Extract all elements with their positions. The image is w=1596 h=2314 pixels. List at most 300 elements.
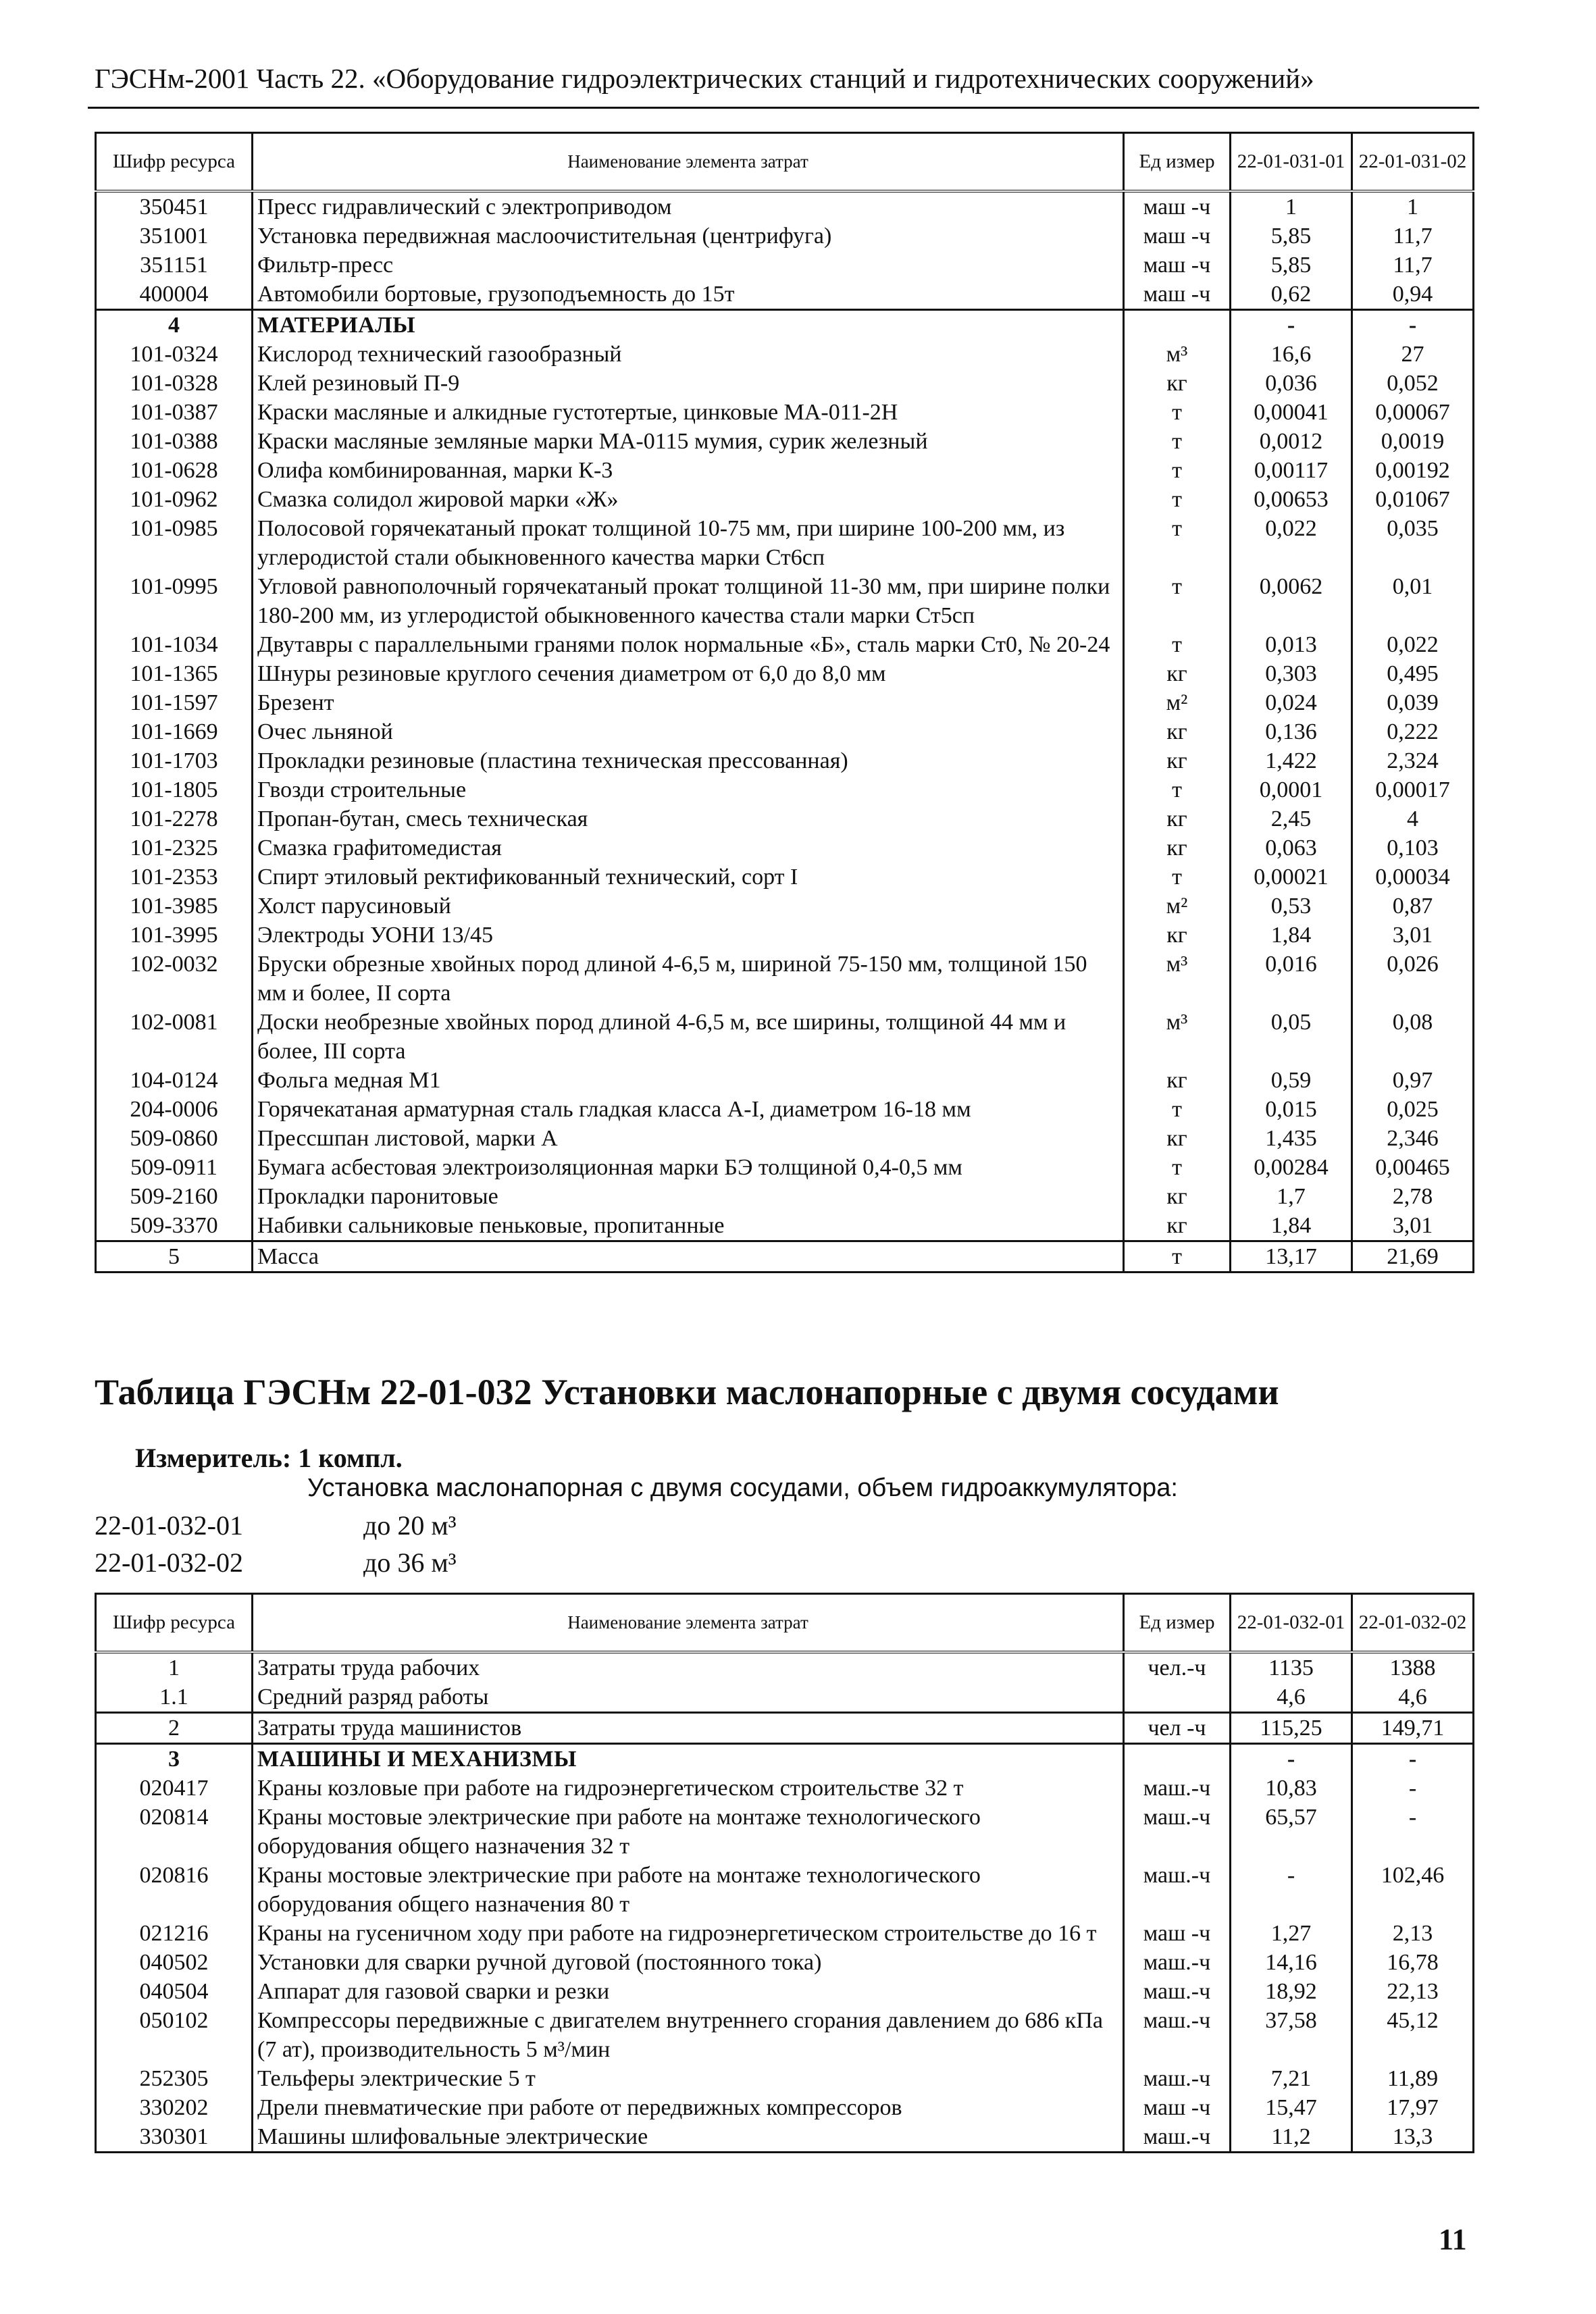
cell-value-1: 4,6 xyxy=(1231,1682,1352,1713)
cell-value-2: 1 xyxy=(1352,191,1474,222)
cell-code: 101-0962 xyxy=(96,485,253,514)
cell-value-1: 13,17 xyxy=(1231,1241,1352,1272)
cell-code: 102-0032 xyxy=(96,950,253,1008)
cell-code: 3 xyxy=(96,1743,253,1774)
measurer: Измеритель: 1 компл. xyxy=(135,1443,403,1473)
cell-value-1: 10,83 xyxy=(1231,1774,1352,1803)
cell-name: Бруски обрезные хвойных пород длиной 4-6,5 м, шириной 75-150 мм, толщиной 150 мм и более, II сорта xyxy=(253,950,1124,1008)
table-row xyxy=(96,775,1474,804)
cell-code: 101-3995 xyxy=(96,921,253,950)
table-row xyxy=(96,688,1474,717)
cell-value-2: 1388 xyxy=(1352,1652,1474,1682)
table-title: Таблица ГЭСНм 22-01-032 Установки маслонапорные с двумя сосудами xyxy=(95,1372,1279,1412)
cell-unit: маш.-ч xyxy=(1124,2006,1231,2064)
cell-value-2: 3,01 xyxy=(1352,921,1474,950)
cell-value-1: 0,136 xyxy=(1231,717,1352,746)
cell-unit: т xyxy=(1124,1241,1231,1272)
cell-value-1: 0,015 xyxy=(1231,1095,1352,1124)
table-row xyxy=(96,427,1474,456)
cell-code: 1.1 xyxy=(96,1682,253,1713)
cell-value-1: 0,022 xyxy=(1231,514,1352,572)
cell-unit: т xyxy=(1124,514,1231,572)
cell-unit: т xyxy=(1124,630,1231,659)
table-row xyxy=(96,222,1474,251)
cell-value-2: 0,94 xyxy=(1352,280,1474,310)
cell-unit: т xyxy=(1124,1153,1231,1182)
header-code: Шифр ресурса xyxy=(96,133,253,191)
cell-value-1: 11,2 xyxy=(1231,2122,1352,2153)
cell-name: Краны на гусеничном ходу при работе на гидроэнергетическом строительстве до 16 т xyxy=(253,1919,1124,1948)
cell-value-1: 16,6 xyxy=(1231,340,1352,369)
cell-value-1: 0,59 xyxy=(1231,1066,1352,1095)
table-row xyxy=(96,1919,1474,1948)
table-row xyxy=(96,1211,1474,1241)
cell-unit: т xyxy=(1124,485,1231,514)
cell-code: 101-0985 xyxy=(96,514,253,572)
cell-value-1: 1,7 xyxy=(1231,1182,1352,1211)
cell-value-1: 0,016 xyxy=(1231,950,1352,1008)
page-header: ГЭСНм-2001 Часть 22. «Оборудование гидроэлектрических станций и гидротехнических сооружений» xyxy=(95,63,1314,94)
table-row xyxy=(96,1861,1474,1919)
cell-unit: маш.-ч xyxy=(1124,2064,1231,2093)
table-row xyxy=(96,863,1474,892)
cell-name: Полосовой горячекатаный прокат толщиной 10-75 мм, при ширине 100-200 мм, из углеродистой стали обыкновенного качества марки Ст6сп xyxy=(253,514,1124,572)
cell-unit: кг xyxy=(1124,369,1231,398)
cell-value-2: 2,78 xyxy=(1352,1182,1474,1211)
cell-value-1: 0,00284 xyxy=(1231,1153,1352,1182)
cell-value-2: 22,13 xyxy=(1352,1977,1474,2006)
cell-unit: т xyxy=(1124,775,1231,804)
cell-unit: м³ xyxy=(1124,950,1231,1008)
cell-value-2: 11,7 xyxy=(1352,222,1474,251)
cell-unit: т xyxy=(1124,427,1231,456)
cell-unit: чел.-ч xyxy=(1124,1652,1231,1682)
cell-code: 4 xyxy=(96,309,253,340)
table-row xyxy=(96,2006,1474,2064)
cell-value-2: 2,324 xyxy=(1352,746,1474,775)
cell-name: Двутавры с параллельными гранями полок нормальные «Б», сталь марки Ст0, № 20-24 xyxy=(253,630,1124,659)
cell-unit: кг xyxy=(1124,746,1231,775)
cell-code: 101-0388 xyxy=(96,427,253,456)
cell-unit: маш -ч xyxy=(1124,280,1231,310)
cell-name: Олифа комбинированная, марки К-3 xyxy=(253,456,1124,485)
cell-code: 040504 xyxy=(96,1977,253,2006)
cell-value-2: 0,222 xyxy=(1352,717,1474,746)
cell-code: 021216 xyxy=(96,1919,253,1948)
cell-unit: маш.-ч xyxy=(1124,1803,1231,1861)
cell-code: 101-0628 xyxy=(96,456,253,485)
cell-code: 101-1597 xyxy=(96,688,253,717)
cell-name: Прокладки резиновые (пластина техническая прессованная) xyxy=(253,746,1124,775)
cell-unit: маш.-ч xyxy=(1124,1977,1231,2006)
header-col2: 22-01-032-02 xyxy=(1352,1594,1474,1652)
cell-name: Гвозди строительные xyxy=(253,775,1124,804)
cell-unit: маш -ч xyxy=(1124,191,1231,222)
table-row xyxy=(96,1095,1474,1124)
table-row xyxy=(96,1182,1474,1211)
cell-code: 101-3985 xyxy=(96,892,253,921)
table-row xyxy=(96,1977,1474,2006)
table-row xyxy=(96,833,1474,863)
cell-value-1: - xyxy=(1231,1743,1352,1774)
cell-name: Установки для сварки ручной дуговой (постоянного тока) xyxy=(253,1948,1124,1977)
table-row xyxy=(96,280,1474,310)
cell-value-2: 0,01 xyxy=(1352,572,1474,630)
cell-name: Бумага асбестовая электроизоляционная марки БЭ толщиной 0,4-0,5 мм xyxy=(253,1153,1124,1182)
variant-value: до 20 м³ xyxy=(363,1510,457,1541)
cell-name: Фольга медная М1 xyxy=(253,1066,1124,1095)
table-row xyxy=(96,1066,1474,1095)
cell-value-2: 4 xyxy=(1352,804,1474,833)
cell-value-2: 0,495 xyxy=(1352,659,1474,688)
cell-code: 509-2160 xyxy=(96,1182,253,1211)
table-row xyxy=(96,485,1474,514)
cell-value-1: 0,0062 xyxy=(1231,572,1352,630)
header-rule xyxy=(88,107,1479,109)
cell-unit: маш -ч xyxy=(1124,222,1231,251)
cell-value-1: 0,05 xyxy=(1231,1008,1352,1066)
cell-code: 101-2325 xyxy=(96,833,253,863)
cell-unit: т xyxy=(1124,572,1231,630)
cell-value-1: 1,84 xyxy=(1231,921,1352,950)
table-row xyxy=(96,514,1474,572)
cell-code: 330202 xyxy=(96,2093,253,2122)
cell-value-2: 0,00192 xyxy=(1352,456,1474,485)
cell-value-1: 1135 xyxy=(1231,1652,1352,1682)
cell-value-2: - xyxy=(1352,1774,1474,1803)
variant-code: 22-01-032-01 xyxy=(95,1510,243,1541)
cell-unit: т xyxy=(1124,398,1231,427)
cell-code: 351151 xyxy=(96,251,253,280)
cell-name: Смазка графитомедистая xyxy=(253,833,1124,863)
cell-value-2: 0,0019 xyxy=(1352,427,1474,456)
cell-code: 104-0124 xyxy=(96,1066,253,1095)
cell-name: Пресс гидравлический с электроприводом xyxy=(253,191,1124,222)
cell-value-2: 0,022 xyxy=(1352,630,1474,659)
table-row xyxy=(96,2122,1474,2153)
cell-name: Масса xyxy=(253,1241,1124,1272)
table-row xyxy=(96,1124,1474,1153)
cell-unit: т xyxy=(1124,863,1231,892)
cell-name: Брезент xyxy=(253,688,1124,717)
cell-code: 400004 xyxy=(96,280,253,310)
cell-name: Краны мостовые электрические при работе на монтаже технологического оборудования общего назначения 32 т xyxy=(253,1803,1124,1861)
cell-value-1: 0,53 xyxy=(1231,892,1352,921)
cell-unit: кг xyxy=(1124,1211,1231,1241)
cell-value-1: 18,92 xyxy=(1231,1977,1352,2006)
cell-unit: чел -ч xyxy=(1124,1712,1231,1743)
cell-unit: м³ xyxy=(1124,340,1231,369)
cell-name: Электроды УОНИ 13/45 xyxy=(253,921,1124,950)
cell-unit: м² xyxy=(1124,688,1231,717)
cell-name: Тельферы электрические 5 т xyxy=(253,2064,1124,2093)
cell-unit: м³ xyxy=(1124,1008,1231,1066)
cell-value-2: 0,97 xyxy=(1352,1066,1474,1095)
cell-value-1: 0,036 xyxy=(1231,369,1352,398)
table-row xyxy=(96,340,1474,369)
cell-name: Кислород технический газообразный xyxy=(253,340,1124,369)
cell-value-2: 0,00465 xyxy=(1352,1153,1474,1182)
cell-name: Аппарат для газовой сварки и резки xyxy=(253,1977,1124,2006)
cell-value-1: 0,00653 xyxy=(1231,485,1352,514)
cell-value-2: 0,103 xyxy=(1352,833,1474,863)
cell-value-2: 0,01067 xyxy=(1352,485,1474,514)
cell-value-1: 0,00041 xyxy=(1231,398,1352,427)
cell-code: 020816 xyxy=(96,1861,253,1919)
cell-value-2: 21,69 xyxy=(1352,1241,1474,1272)
cell-value-2: 2,13 xyxy=(1352,1919,1474,1948)
cell-name: Автомобили бортовые, грузоподъемность до 15т xyxy=(253,280,1124,310)
cell-code: 101-1805 xyxy=(96,775,253,804)
header-unit: Ед измер xyxy=(1124,1594,1231,1652)
cell-code: 101-2353 xyxy=(96,863,253,892)
cell-code: 509-3370 xyxy=(96,1211,253,1241)
cell-code: 101-2278 xyxy=(96,804,253,833)
table-row xyxy=(96,1743,1474,1774)
cell-code: 351001 xyxy=(96,222,253,251)
cell-code: 020814 xyxy=(96,1803,253,1861)
table-row xyxy=(96,804,1474,833)
cell-value-1: 115,25 xyxy=(1231,1712,1352,1743)
table-row xyxy=(96,456,1474,485)
cell-code: 101-1703 xyxy=(96,746,253,775)
cell-value-2: 0,00067 xyxy=(1352,398,1474,427)
cell-unit: кг xyxy=(1124,659,1231,688)
cell-code: 101-1669 xyxy=(96,717,253,746)
cell-name: Доски необрезные хвойных пород длиной 4-6,5 м, все ширины, толщиной 44 мм и более, III сорта xyxy=(253,1008,1124,1066)
cell-value-2: 3,01 xyxy=(1352,1211,1474,1241)
cell-value-2: 102,46 xyxy=(1352,1861,1474,1919)
cell-value-2: 11,89 xyxy=(1352,2064,1474,2093)
cell-value-2: 0,00034 xyxy=(1352,863,1474,892)
cell-unit xyxy=(1124,1682,1231,1713)
page-number: 11 xyxy=(1439,2223,1467,2256)
cell-value-2: 45,12 xyxy=(1352,2006,1474,2064)
cell-code: 101-0324 xyxy=(96,340,253,369)
cell-name: Краски масляные и алкидные густотертые, цинковые МА-011-2Н xyxy=(253,398,1124,427)
cell-value-1: 1,27 xyxy=(1231,1919,1352,1948)
header-unit: Ед измер xyxy=(1124,133,1231,191)
table-row xyxy=(96,1803,1474,1861)
cell-value-2: 11,7 xyxy=(1352,251,1474,280)
variant-code: 22-01-032-02 xyxy=(95,1547,243,1578)
cell-name: Компрессоры передвижные с двигателем внутреннего сгорания давлением до 686 кПа (7 ат), производительность 5 м³/мин xyxy=(253,2006,1124,2064)
cell-name: Пропан-бутан, смесь техническая xyxy=(253,804,1124,833)
table-row xyxy=(96,630,1474,659)
cell-value-1: 0,0001 xyxy=(1231,775,1352,804)
cell-code: 102-0081 xyxy=(96,1008,253,1066)
table-row xyxy=(96,921,1474,950)
cell-value-1: 65,57 xyxy=(1231,1803,1352,1861)
table-row xyxy=(96,659,1474,688)
cell-value-1: - xyxy=(1231,1861,1352,1919)
cell-code: 204-0006 xyxy=(96,1095,253,1124)
cell-name: Клей резиновый П-9 xyxy=(253,369,1124,398)
cell-value-1: 7,21 xyxy=(1231,2064,1352,2093)
cell-unit xyxy=(1124,1743,1231,1774)
cell-value-2: 27 xyxy=(1352,340,1474,369)
cell-value-1: 0,0012 xyxy=(1231,427,1352,456)
header-name: Наименование элемента затрат xyxy=(253,133,1124,191)
cell-value-2: 16,78 xyxy=(1352,1948,1474,1977)
cell-name: Дрели пневматические при работе от передвижных компрессоров xyxy=(253,2093,1124,2122)
description: Установка маслонапорная с двумя сосудами, объем гидроаккумулятора: xyxy=(307,1474,1178,1502)
table-row xyxy=(96,309,1474,340)
table-row xyxy=(96,892,1474,921)
cell-unit: м² xyxy=(1124,892,1231,921)
table-row xyxy=(96,2093,1474,2122)
cell-value-2: 17,97 xyxy=(1352,2093,1474,2122)
cell-value-1: 1,84 xyxy=(1231,1211,1352,1241)
table-row xyxy=(96,950,1474,1008)
cell-name: Краски масляные земляные марки МА-0115 мумия, сурик железный xyxy=(253,427,1124,456)
table-row xyxy=(96,1948,1474,1977)
cell-unit: т xyxy=(1124,1095,1231,1124)
table-row xyxy=(96,1652,1474,1682)
cell-name: Средний разряд работы xyxy=(253,1682,1124,1713)
cell-value-2: 0,026 xyxy=(1352,950,1474,1008)
cell-value-1: 1,435 xyxy=(1231,1124,1352,1153)
cell-unit: маш.-ч xyxy=(1124,2122,1231,2153)
cell-value-2: 2,346 xyxy=(1352,1124,1474,1153)
cell-unit: кг xyxy=(1124,717,1231,746)
cell-name: Смазка солидол жировой марки «Ж» xyxy=(253,485,1124,514)
cell-value-2: 0,025 xyxy=(1352,1095,1474,1124)
cell-code: 2 xyxy=(96,1712,253,1743)
cell-value-2: 0,87 xyxy=(1352,892,1474,921)
cell-code: 5 xyxy=(96,1241,253,1272)
cell-code: 509-0911 xyxy=(96,1153,253,1182)
cell-name: Угловой равнополочный горячекатаный прокат толщиной 11-30 мм, при ширине полки 180-200 мм, из углеродистой обыкновенного качества стали марки Ст5сп xyxy=(253,572,1124,630)
cell-name: Набивки сальниковые пеньковые, пропитанные xyxy=(253,1211,1124,1241)
cell-code: 330301 xyxy=(96,2122,253,2153)
table-row xyxy=(96,1153,1474,1182)
cell-name: Затраты труда машинистов xyxy=(253,1712,1124,1743)
cell-value-2: - xyxy=(1352,1803,1474,1861)
cell-unit: кг xyxy=(1124,1124,1231,1153)
cell-code: 252305 xyxy=(96,2064,253,2093)
cell-value-1: 0,024 xyxy=(1231,688,1352,717)
header-code: Шифр ресурса xyxy=(96,1594,253,1652)
cell-unit: т xyxy=(1124,456,1231,485)
cell-value-2: 0,08 xyxy=(1352,1008,1474,1066)
table-row xyxy=(96,2064,1474,2093)
cell-name: Прессшпан листовой, марки А xyxy=(253,1124,1124,1153)
cell-unit: маш -ч xyxy=(1124,2093,1231,2122)
header-col1: 22-01-032-01 xyxy=(1231,1594,1352,1652)
cell-value-2: 4,6 xyxy=(1352,1682,1474,1713)
cell-unit: маш -ч xyxy=(1124,251,1231,280)
cell-unit: кг xyxy=(1124,804,1231,833)
cell-value-1: 0,00117 xyxy=(1231,456,1352,485)
cell-code: 101-0387 xyxy=(96,398,253,427)
table-row xyxy=(96,398,1474,427)
cell-name: Краны козловые при работе на гидроэнергетическом строительстве 32 т xyxy=(253,1774,1124,1803)
table-row xyxy=(96,1682,1474,1713)
table-body xyxy=(96,191,1474,1272)
cell-value-2: 13,3 xyxy=(1352,2122,1474,2153)
cell-unit: маш.-ч xyxy=(1124,1861,1231,1919)
cell-unit: маш -ч xyxy=(1124,1919,1231,1948)
cell-value-2: - xyxy=(1352,309,1474,340)
header-name: Наименование элемента затрат xyxy=(253,1594,1124,1652)
cell-value-1: - xyxy=(1231,309,1352,340)
cell-unit: маш.-ч xyxy=(1124,1774,1231,1803)
cell-value-1: 5,85 xyxy=(1231,222,1352,251)
table-body xyxy=(96,1652,1474,2153)
cell-name: Машины шлифовальные электрические xyxy=(253,2122,1124,2153)
cell-code: 101-1365 xyxy=(96,659,253,688)
table-row xyxy=(96,1774,1474,1803)
cell-value-2: 0,035 xyxy=(1352,514,1474,572)
cell-name: Спирт этиловый ректификованный технический, сорт I xyxy=(253,863,1124,892)
cell-value-1: 0,063 xyxy=(1231,833,1352,863)
table-row xyxy=(96,717,1474,746)
cell-code: 350451 xyxy=(96,191,253,222)
cell-name: МАТЕРИАЛЫ xyxy=(253,309,1124,340)
cell-code: 101-1034 xyxy=(96,630,253,659)
table-row xyxy=(96,369,1474,398)
cell-name: Фильтр-пресс xyxy=(253,251,1124,280)
resource-table-032 xyxy=(95,1593,1474,2153)
cell-unit: кг xyxy=(1124,1066,1231,1095)
cell-value-1: 0,62 xyxy=(1231,280,1352,310)
table-row xyxy=(96,251,1474,280)
cell-name: Шнуры резиновые круглого сечения диаметром от 6,0 до 8,0 мм xyxy=(253,659,1124,688)
cell-unit xyxy=(1124,309,1231,340)
cell-name: Холст парусиновый xyxy=(253,892,1124,921)
cell-name: Установка передвижная маслоочистительная (центрифуга) xyxy=(253,222,1124,251)
cell-code: 020417 xyxy=(96,1774,253,1803)
cell-code: 101-0995 xyxy=(96,572,253,630)
header-col1: 22-01-031-01 xyxy=(1231,133,1352,191)
table-row xyxy=(96,1008,1474,1066)
cell-name: Затраты труда рабочих xyxy=(253,1652,1124,1682)
cell-value-1: 2,45 xyxy=(1231,804,1352,833)
table-row xyxy=(96,191,1474,222)
cell-value-2: 0,039 xyxy=(1352,688,1474,717)
cell-value-2: - xyxy=(1352,1743,1474,1774)
cell-value-1: 37,58 xyxy=(1231,2006,1352,2064)
cell-value-1: 5,85 xyxy=(1231,251,1352,280)
table-row xyxy=(96,1712,1474,1743)
cell-name: Краны мостовые электрические при работе на монтаже технологического оборудования общего назначения 80 т xyxy=(253,1861,1124,1919)
cell-value-1: 0,013 xyxy=(1231,630,1352,659)
cell-unit: кг xyxy=(1124,921,1231,950)
cell-name: МАШИНЫ И МЕХАНИЗМЫ xyxy=(253,1743,1124,1774)
cell-value-1: 1 xyxy=(1231,191,1352,222)
table-row xyxy=(96,572,1474,630)
cell-code: 040502 xyxy=(96,1948,253,1977)
cell-name: Очес льняной xyxy=(253,717,1124,746)
cell-value-1: 0,00021 xyxy=(1231,863,1352,892)
cell-unit: маш.-ч xyxy=(1124,1948,1231,1977)
cell-value-1: 1,422 xyxy=(1231,746,1352,775)
cell-value-2: 0,00017 xyxy=(1352,775,1474,804)
cell-code: 101-0328 xyxy=(96,369,253,398)
variant-value: до 36 м³ xyxy=(363,1547,457,1578)
cell-code: 050102 xyxy=(96,2006,253,2064)
resource-table-031 xyxy=(95,132,1474,1273)
cell-unit: кг xyxy=(1124,1182,1231,1211)
cell-value-1: 0,303 xyxy=(1231,659,1352,688)
cell-code: 1 xyxy=(96,1652,253,1682)
cell-code: 509-0860 xyxy=(96,1124,253,1153)
cell-value-1: 14,16 xyxy=(1231,1948,1352,1977)
table-row xyxy=(96,1241,1474,1272)
cell-value-2: 149,71 xyxy=(1352,1712,1474,1743)
cell-unit: кг xyxy=(1124,833,1231,863)
